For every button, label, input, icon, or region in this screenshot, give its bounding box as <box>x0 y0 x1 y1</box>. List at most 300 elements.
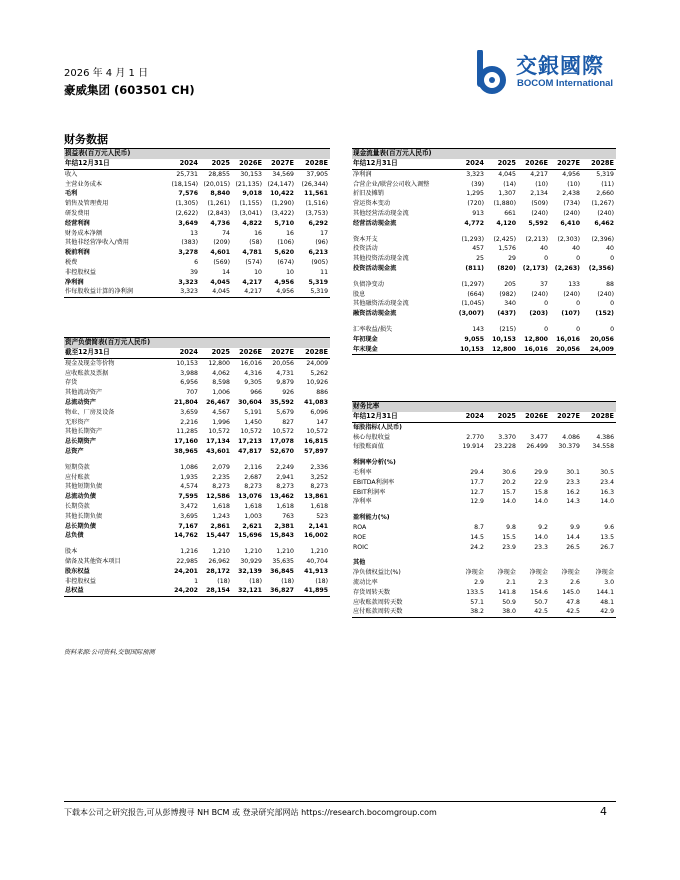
row-value: 21,804 <box>174 398 198 406</box>
row-value: 2,621 <box>242 522 262 530</box>
row-label: 折旧及摊销 <box>353 190 384 198</box>
row-value: 1,003 <box>244 512 262 520</box>
row-value: 13.5 <box>600 533 615 541</box>
row-value: 4,217 <box>530 170 548 178</box>
row-value: 2,141 <box>308 522 329 530</box>
row-value: 2,381 <box>274 522 294 530</box>
row-value: 14 <box>222 268 230 276</box>
table-row <box>352 345 616 355</box>
row-value: 2,438 <box>562 190 580 198</box>
row-value: 24,009 <box>582 345 616 355</box>
row-value: 886 <box>316 389 329 397</box>
row-label: ROA <box>353 523 367 531</box>
row-value: 5,710 <box>274 219 294 227</box>
row-value: 41,895 <box>296 586 330 596</box>
row-label: 股东权益 <box>65 567 90 575</box>
group-label-row <box>352 422 616 432</box>
row-value: 2,216 <box>180 418 198 426</box>
row-value: (2,396) <box>591 235 614 243</box>
row-value: (240) <box>597 290 614 298</box>
source-note: 资料来源:公司资料,交银国际预测 <box>64 649 155 656</box>
row-value: (152) <box>595 310 614 318</box>
row-label: 应付账款 <box>65 473 90 481</box>
row-value: 2.1 <box>506 578 516 586</box>
row-value: 966 <box>250 389 262 397</box>
row-value: 17,160 <box>174 438 198 446</box>
table-row <box>64 447 330 457</box>
header-year: 2024 <box>168 348 200 358</box>
row-value: (509) <box>531 200 548 208</box>
row-value: (107) <box>561 310 580 318</box>
row-label: 经营利润 <box>65 219 90 227</box>
row-value: 9,018 <box>242 190 262 198</box>
row-value: 40 <box>572 245 580 253</box>
table-header-row <box>64 348 330 358</box>
table-row <box>352 325 616 335</box>
row-value: 3,659 <box>180 408 198 416</box>
row-value: 净现金 <box>529 569 548 577</box>
row-value: 4,045 <box>498 170 516 178</box>
row-value: 29 <box>508 255 516 263</box>
row-value: 145.0 <box>562 588 580 596</box>
table-row <box>64 180 330 190</box>
header-label: 截至12月31日 <box>64 348 168 358</box>
row-value: 1,210 <box>212 548 230 556</box>
row-label: 税费 <box>65 258 78 266</box>
row-value: 30,153 <box>240 170 262 178</box>
table-title: 损益表(百万元人民币) <box>64 149 330 160</box>
row-value: 26.7 <box>600 543 615 551</box>
row-value: 14.3 <box>566 498 580 506</box>
header-year: 2026E <box>232 159 264 169</box>
table-row <box>352 235 616 245</box>
row-label: 其他长期负债 <box>65 512 103 520</box>
row-value: 1,618 <box>310 502 329 510</box>
row-value: 0 <box>610 325 614 333</box>
row-value: 14.0 <box>534 498 548 506</box>
row-value: 6,292 <box>308 219 329 227</box>
row-label: 存货周转天数 <box>353 588 391 596</box>
row-value: 926 <box>282 389 294 397</box>
row-value: 9,305 <box>244 379 262 387</box>
row-value: 1,618 <box>212 502 230 510</box>
row-value: 2,687 <box>244 473 262 481</box>
bocom-logo-mark-icon <box>470 50 510 96</box>
table-title-row <box>64 149 330 160</box>
row-value: 57,897 <box>304 447 329 455</box>
row-value: 40 <box>540 245 548 253</box>
row-value: (820) <box>497 264 516 272</box>
row-value: 6,462 <box>594 219 614 227</box>
row-value: 0 <box>544 325 548 333</box>
row-value: (203) <box>529 310 548 318</box>
row-value: (437) <box>497 310 516 318</box>
row-value: 1,307 <box>498 190 516 198</box>
row-value: 144.1 <box>596 588 615 596</box>
row-label: EBITDA利润率 <box>353 478 395 486</box>
table-row <box>64 492 330 502</box>
row-value: (2,173) <box>522 264 548 272</box>
row-value: 9.8 <box>506 523 516 531</box>
row-value: 1,210 <box>244 548 262 556</box>
row-value: 14.4 <box>566 533 580 541</box>
row-value: 5,319 <box>596 170 614 178</box>
row-label: 总流动负债 <box>65 493 96 501</box>
row-value: (21,135) <box>235 180 262 188</box>
row-value: 13,861 <box>304 493 329 501</box>
row-value: 1 <box>194 577 198 585</box>
row-value: 4,574 <box>180 483 198 491</box>
bocom-logo <box>470 50 620 100</box>
table-row <box>352 468 616 478</box>
row-label: EBIT利润率 <box>353 488 386 496</box>
row-value: 16,016 <box>518 345 550 355</box>
table-row <box>64 502 330 512</box>
row-value: 2,336 <box>310 463 329 471</box>
row-value: (26,344) <box>301 180 329 188</box>
row-value: 36,845 <box>270 567 294 575</box>
row-value: 10,422 <box>270 190 294 198</box>
row-label: 毛利率 <box>353 468 372 476</box>
row-value: (1,880) <box>493 200 516 208</box>
row-value: 10,572 <box>240 428 262 436</box>
table-row <box>64 219 330 229</box>
row-value: (2,213) <box>525 235 548 243</box>
row-value: 34,569 <box>272 170 294 178</box>
row-value: 7,595 <box>178 493 198 501</box>
row-value: 9.9 <box>570 523 580 531</box>
row-label: 应付账款周转天数 <box>352 607 454 617</box>
row-value: 8,273 <box>276 483 294 491</box>
row-value: 32,139 <box>238 567 262 575</box>
row-label: 收入 <box>65 170 78 178</box>
row-label: 总权益 <box>64 586 168 596</box>
table-row <box>352 180 616 190</box>
row-value: 4,217 <box>242 278 262 286</box>
row-value: 22,985 <box>176 557 198 565</box>
row-value: (39) <box>471 180 484 188</box>
row-value: 25,731 <box>176 170 198 178</box>
header-year: 2028E <box>296 159 330 169</box>
table-row <box>352 309 616 319</box>
row-value: 10 <box>254 268 262 276</box>
row-value: (664) <box>467 290 484 298</box>
row-value: (1,293) <box>461 235 484 243</box>
row-value: 52,670 <box>270 447 294 455</box>
row-value: 10,572 <box>272 428 294 436</box>
row-label: 总长期负债 <box>65 522 96 530</box>
table-row <box>64 238 330 248</box>
row-value: 2.6 <box>570 578 580 586</box>
row-label: 物业、厂房及设备 <box>65 408 115 416</box>
row-value: (720) <box>467 200 484 208</box>
table-row <box>64 169 330 179</box>
row-label: 应收账款周转天数 <box>353 598 403 606</box>
header-year: 2027E <box>264 159 296 169</box>
group-label-row <box>352 513 616 523</box>
row-label: 应收账款及票据 <box>65 369 109 377</box>
row-value: 9.2 <box>538 523 548 531</box>
row-value: 3.370 <box>498 433 516 441</box>
row-value: 1,935 <box>180 473 198 481</box>
row-value: 26.5 <box>566 543 580 551</box>
row-value: 205 <box>504 280 516 288</box>
row-value: 4,316 <box>244 369 262 377</box>
row-value: 11,561 <box>304 190 329 198</box>
table-row <box>64 427 330 437</box>
row-value: 16 <box>286 229 294 237</box>
row-value: (240) <box>563 290 580 298</box>
row-value: 10,926 <box>306 379 329 387</box>
table-row <box>64 482 330 492</box>
row-label: 净利润 <box>65 278 84 286</box>
header-year: 2028E <box>582 412 616 422</box>
row-value: 3,278 <box>178 249 198 257</box>
row-value: 763 <box>282 512 294 520</box>
row-value: 12,800 <box>208 359 230 367</box>
row-label: 其他短期负债 <box>65 483 103 491</box>
table-row <box>352 280 616 290</box>
row-value: (240) <box>531 209 548 217</box>
row-value: 523 <box>316 512 329 520</box>
row-value: 22.9 <box>534 478 548 486</box>
table-row <box>64 512 330 522</box>
table-row <box>352 568 616 578</box>
table-row <box>64 586 330 596</box>
row-value: 26,467 <box>206 398 230 406</box>
row-value: 2,079 <box>212 463 230 471</box>
row-label: 投资活动 <box>353 245 378 253</box>
row-value: 38.2 <box>454 607 486 617</box>
section-title: 财务数据 <box>64 133 108 146</box>
row-value: 50.7 <box>534 598 548 606</box>
row-value: 17,134 <box>206 438 230 446</box>
row-value: 20,056 <box>590 335 614 343</box>
row-value: (96) <box>315 239 329 247</box>
row-label: 净利率 <box>353 498 372 506</box>
row-value: 10,153 <box>492 335 516 343</box>
row-value: 35,592 <box>270 398 294 406</box>
row-label: 经营活动现金流 <box>353 219 397 227</box>
row-value: 0 <box>610 255 614 263</box>
row-value: 10,572 <box>306 428 329 436</box>
row-value: 4,045 <box>200 287 232 297</box>
header-year: 2028E <box>296 348 330 358</box>
row-value: 5,262 <box>310 369 329 377</box>
row-value: 16,815 <box>304 438 329 446</box>
row-value: 154.6 <box>530 588 548 596</box>
company-name: 豪威集团 (603501 CH) <box>64 83 195 97</box>
row-value: 28,855 <box>208 170 230 178</box>
row-value: 457 <box>472 245 484 253</box>
row-value: 4,956 <box>562 170 580 178</box>
table-row <box>64 248 330 258</box>
row-value: (1,155) <box>239 200 262 208</box>
table-row <box>352 578 616 588</box>
row-value: 30.379 <box>558 443 580 451</box>
row-value: 15.5 <box>502 533 516 541</box>
row-value: 5,620 <box>274 249 294 257</box>
table-row <box>352 488 616 498</box>
row-label: 现金及现金等价物 <box>65 359 115 367</box>
row-value: (1,267) <box>591 200 614 208</box>
row-label: 净负债权益比(%) <box>353 569 401 577</box>
row-value: (2,425) <box>493 235 516 243</box>
table-row <box>64 369 330 379</box>
row-value: 6,410 <box>560 219 580 227</box>
row-value: 8,273 <box>212 483 230 491</box>
table-row <box>352 442 616 452</box>
row-label: ROE <box>353 533 367 541</box>
table-row <box>64 268 330 278</box>
row-value: 0 <box>576 255 580 263</box>
header-year: 2026E <box>518 412 550 422</box>
row-value: 24,009 <box>306 359 329 367</box>
row-value: 6,956 <box>180 379 198 387</box>
row-value: (2,843) <box>207 209 230 217</box>
row-value: 1,210 <box>310 548 329 556</box>
row-value: (674) <box>277 258 294 266</box>
table-row <box>64 358 330 368</box>
row-value: 28,154 <box>200 586 232 596</box>
row-value: 13 <box>190 229 198 237</box>
row-value: 2,134 <box>530 190 548 198</box>
row-label: 研发费用 <box>65 209 90 217</box>
table-title-row <box>352 402 616 413</box>
page-number: 4 <box>600 805 607 818</box>
row-value: 8,598 <box>212 379 230 387</box>
row-value: (1,516) <box>305 200 329 208</box>
row-value: 5,191 <box>244 408 262 416</box>
header-label: 年结12月31日 <box>352 159 454 169</box>
row-value: (20,015) <box>203 180 230 188</box>
row-value: (215) <box>499 325 516 333</box>
row-value: 1,086 <box>180 463 198 471</box>
row-value: 20,056 <box>550 345 582 355</box>
row-value: 30.6 <box>502 468 516 476</box>
row-value: 0 <box>610 300 614 308</box>
header-year: 2025 <box>200 348 232 358</box>
row-value: 42.9 <box>582 607 616 617</box>
row-label: 其他经营活动现金流 <box>353 209 409 217</box>
row-value: 7,167 <box>178 522 198 530</box>
row-label: 其他长期资产 <box>65 428 103 436</box>
row-value: 4,772 <box>464 219 484 227</box>
header-year: 2025 <box>486 412 518 422</box>
row-value: (383) <box>181 239 198 247</box>
row-value: (3,041) <box>239 209 262 217</box>
header-year: 2024 <box>454 412 486 422</box>
table-row <box>64 199 330 209</box>
row-value: 10,153 <box>176 359 198 367</box>
row-value: 2,249 <box>276 463 294 471</box>
table-row <box>352 189 616 199</box>
row-value: 17.7 <box>470 478 484 486</box>
row-value: (11) <box>601 180 614 188</box>
row-value: (2,303) <box>557 235 580 243</box>
row-label: 销售及管理费用 <box>65 200 109 208</box>
header-year: 2027E <box>264 348 296 358</box>
row-label: 其他融资活动现金流 <box>353 300 409 308</box>
row-value: 15.7 <box>502 488 516 496</box>
row-value: 1,450 <box>244 418 262 426</box>
header-year: 2028E <box>582 159 616 169</box>
row-label: 营运资本变动 <box>353 200 391 208</box>
row-value: (574) <box>245 258 262 266</box>
row-value: 2,941 <box>276 473 294 481</box>
row-value: 净现金 <box>465 569 484 577</box>
header-year: 2027E <box>550 159 582 169</box>
row-value: 19.914 <box>462 443 484 451</box>
table-row <box>352 299 616 309</box>
row-value: 37,905 <box>306 170 329 178</box>
row-value: 38,965 <box>174 447 198 455</box>
row-value: 4,120 <box>496 219 516 227</box>
row-value: 707 <box>186 389 198 397</box>
row-value: 3.477 <box>530 433 548 441</box>
row-value: 5,592 <box>528 219 548 227</box>
table-row <box>352 607 616 617</box>
row-value: 8,273 <box>310 483 329 491</box>
row-value: 16.2 <box>566 488 580 496</box>
group-label: 每股指标(人民币) <box>353 423 402 431</box>
row-label: 汇率收益/损失 <box>353 325 393 333</box>
row-value: 5,679 <box>276 408 294 416</box>
row-value: 50.9 <box>502 598 516 606</box>
table-row <box>352 588 616 598</box>
row-value: 3,323 <box>466 170 484 178</box>
row-label: 非控股权益 <box>65 268 96 276</box>
table-row <box>64 473 330 483</box>
row-value: (3,422) <box>271 209 294 217</box>
row-value: 23.3 <box>534 543 548 551</box>
row-value: 0 <box>544 255 548 263</box>
row-value: 16 <box>254 229 262 237</box>
row-value: 9.6 <box>604 523 615 531</box>
row-label: 作每股收益计算的净利润 <box>64 287 168 297</box>
row-value: 41,083 <box>304 398 329 406</box>
row-value: 4,567 <box>212 408 230 416</box>
table-title: 财务比率 <box>352 402 616 413</box>
row-value: 净现金 <box>497 569 516 577</box>
row-label: 总流动资产 <box>65 398 96 406</box>
row-value: 17,078 <box>270 438 294 446</box>
row-value: 15.8 <box>534 488 548 496</box>
table-row <box>64 378 330 388</box>
row-value: 26,962 <box>208 557 230 565</box>
table-row <box>352 543 616 553</box>
table-row <box>352 497 616 507</box>
row-value: 0 <box>576 325 580 333</box>
row-value: 12.9 <box>470 498 484 506</box>
row-value: 3,695 <box>180 512 198 520</box>
row-value: 14.5 <box>470 533 484 541</box>
row-value: 12,800 <box>524 335 548 343</box>
row-value: 9,055 <box>464 335 484 343</box>
row-value: 4,601 <box>210 249 230 257</box>
row-value: 1,295 <box>466 190 484 198</box>
table-title-row <box>64 338 330 349</box>
row-value: (1,290) <box>271 200 294 208</box>
row-value: 20,056 <box>272 359 294 367</box>
row-label: 净利润 <box>353 170 372 178</box>
row-label: 短期贷款 <box>65 463 90 471</box>
row-value: 10,153 <box>454 345 486 355</box>
row-value: 2.3 <box>538 578 548 586</box>
row-value: 4,822 <box>242 219 262 227</box>
row-value: (734) <box>563 200 580 208</box>
header-label: 年结12月31日 <box>64 159 168 169</box>
